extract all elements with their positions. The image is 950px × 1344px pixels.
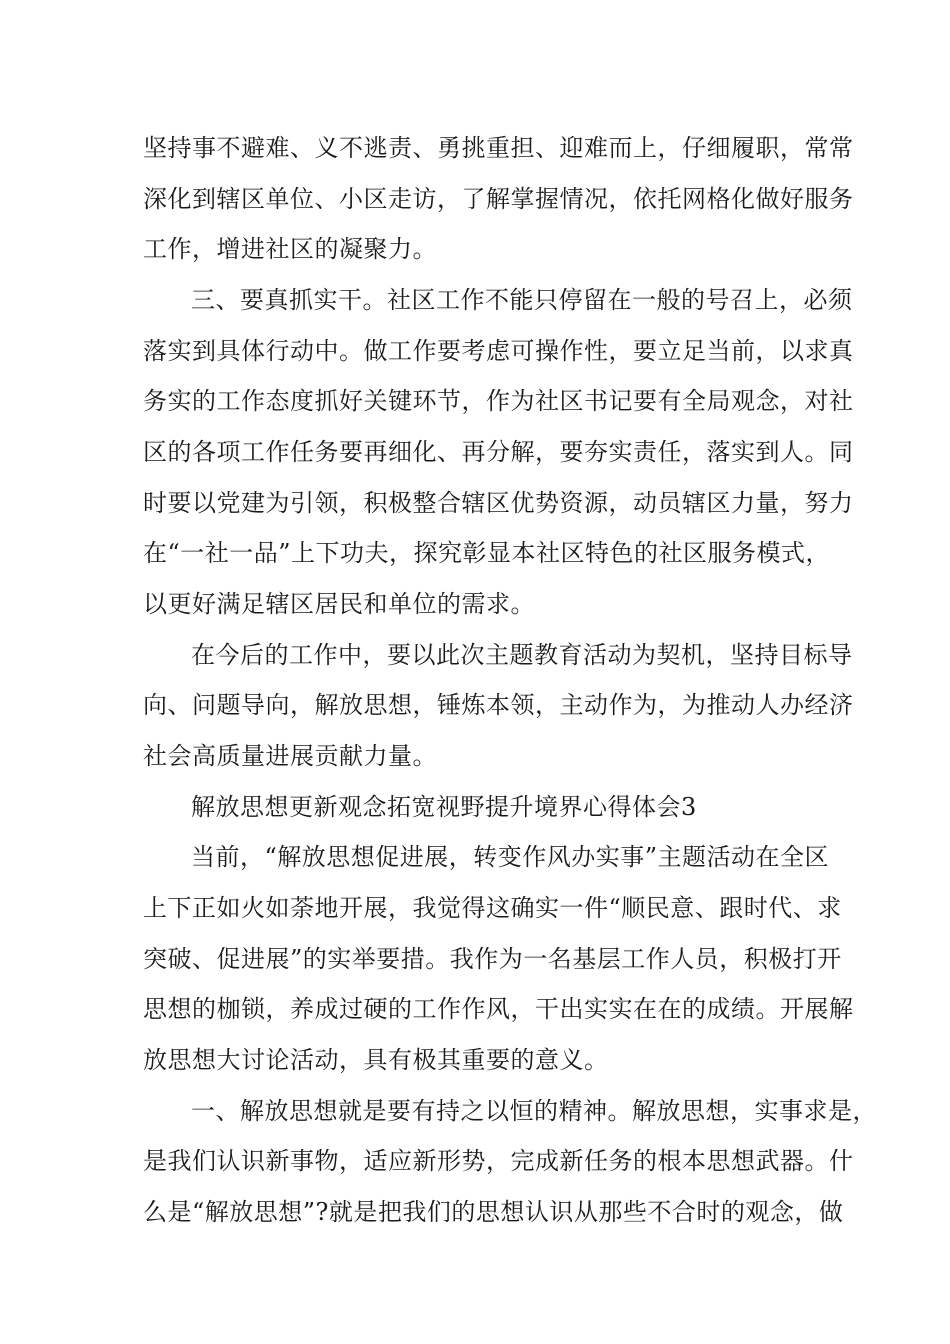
paragraph-start-line: 三、要真抓实干。社区工作不能只停留在一般的号召上，必须	[191, 286, 853, 314]
text-line: 深化到辖区单位、小区走访，了解掌握情况，依托网格化做好服务	[143, 185, 854, 213]
text-line: 向、问题导向，解放思想，锤炼本领，主动作为，为推动人办经济	[143, 691, 854, 719]
text-line: 思想的枷锁，养成过硬的工作作风，干出实实在在的成绩。开展解	[143, 995, 854, 1023]
section-heading: 解放思想更新观念拓宽视野提升境界心得体会3	[191, 793, 697, 821]
text-line: 时要以党建为引领，积极整合辖区优势资源，动员辖区力量，努力	[143, 489, 854, 517]
text-line: 社会高质量进展贡献力量。	[143, 742, 437, 770]
text-line: 上下正如火如荼地开展，我觉得这确实一件“顺民意、跟时代、求	[143, 894, 842, 922]
text-line: 落实到具体行动中。做工作要考虑可操作性，要立足当前，以求真	[143, 337, 854, 365]
text-line: 工作，增进社区的凝聚力。	[143, 235, 437, 263]
paragraph-start-line: 当前，“解放思想促进展，转变作风办实事”主题活动在全区	[191, 843, 830, 871]
paragraph-start-line: 一、解放思想就是要有持之以恒的精神。解放思想，实事求是，	[191, 1097, 877, 1125]
text-line: 突破、促进展”的实举要措。我作为一名基层工作人员，积极打开	[143, 945, 842, 973]
text-line: 务实的工作态度抓好关键环节，作为社区书记要有全局观念，对社	[143, 387, 854, 415]
text-line: 放思想大讨论活动，具有极其重要的意义。	[143, 1046, 609, 1074]
text-line: 是我们认识新事物，适应新形势，完成新任务的根本思想武器。什	[143, 1147, 854, 1175]
text-line: 在“一社一品”上下功夫，探究彰显本社区特色的社区服务模式，	[143, 539, 831, 567]
paragraph-start-line: 在今后的工作中，要以此次主题教育活动为契机，坚持目标导	[191, 641, 853, 669]
text-line: 区的各项工作任务要再细化、再分解，要夯实责任，落实到人。同	[143, 438, 854, 466]
text-line: 么是“解放思想”?就是把我们的思想认识从那些不合时的观念，做	[143, 1198, 844, 1226]
text-line: 坚持事不避难、义不逃责、勇挑重担、迎难而上，仔细履职，常常	[143, 134, 854, 162]
text-line: 以更好满足辖区居民和单位的需求。	[143, 590, 535, 618]
